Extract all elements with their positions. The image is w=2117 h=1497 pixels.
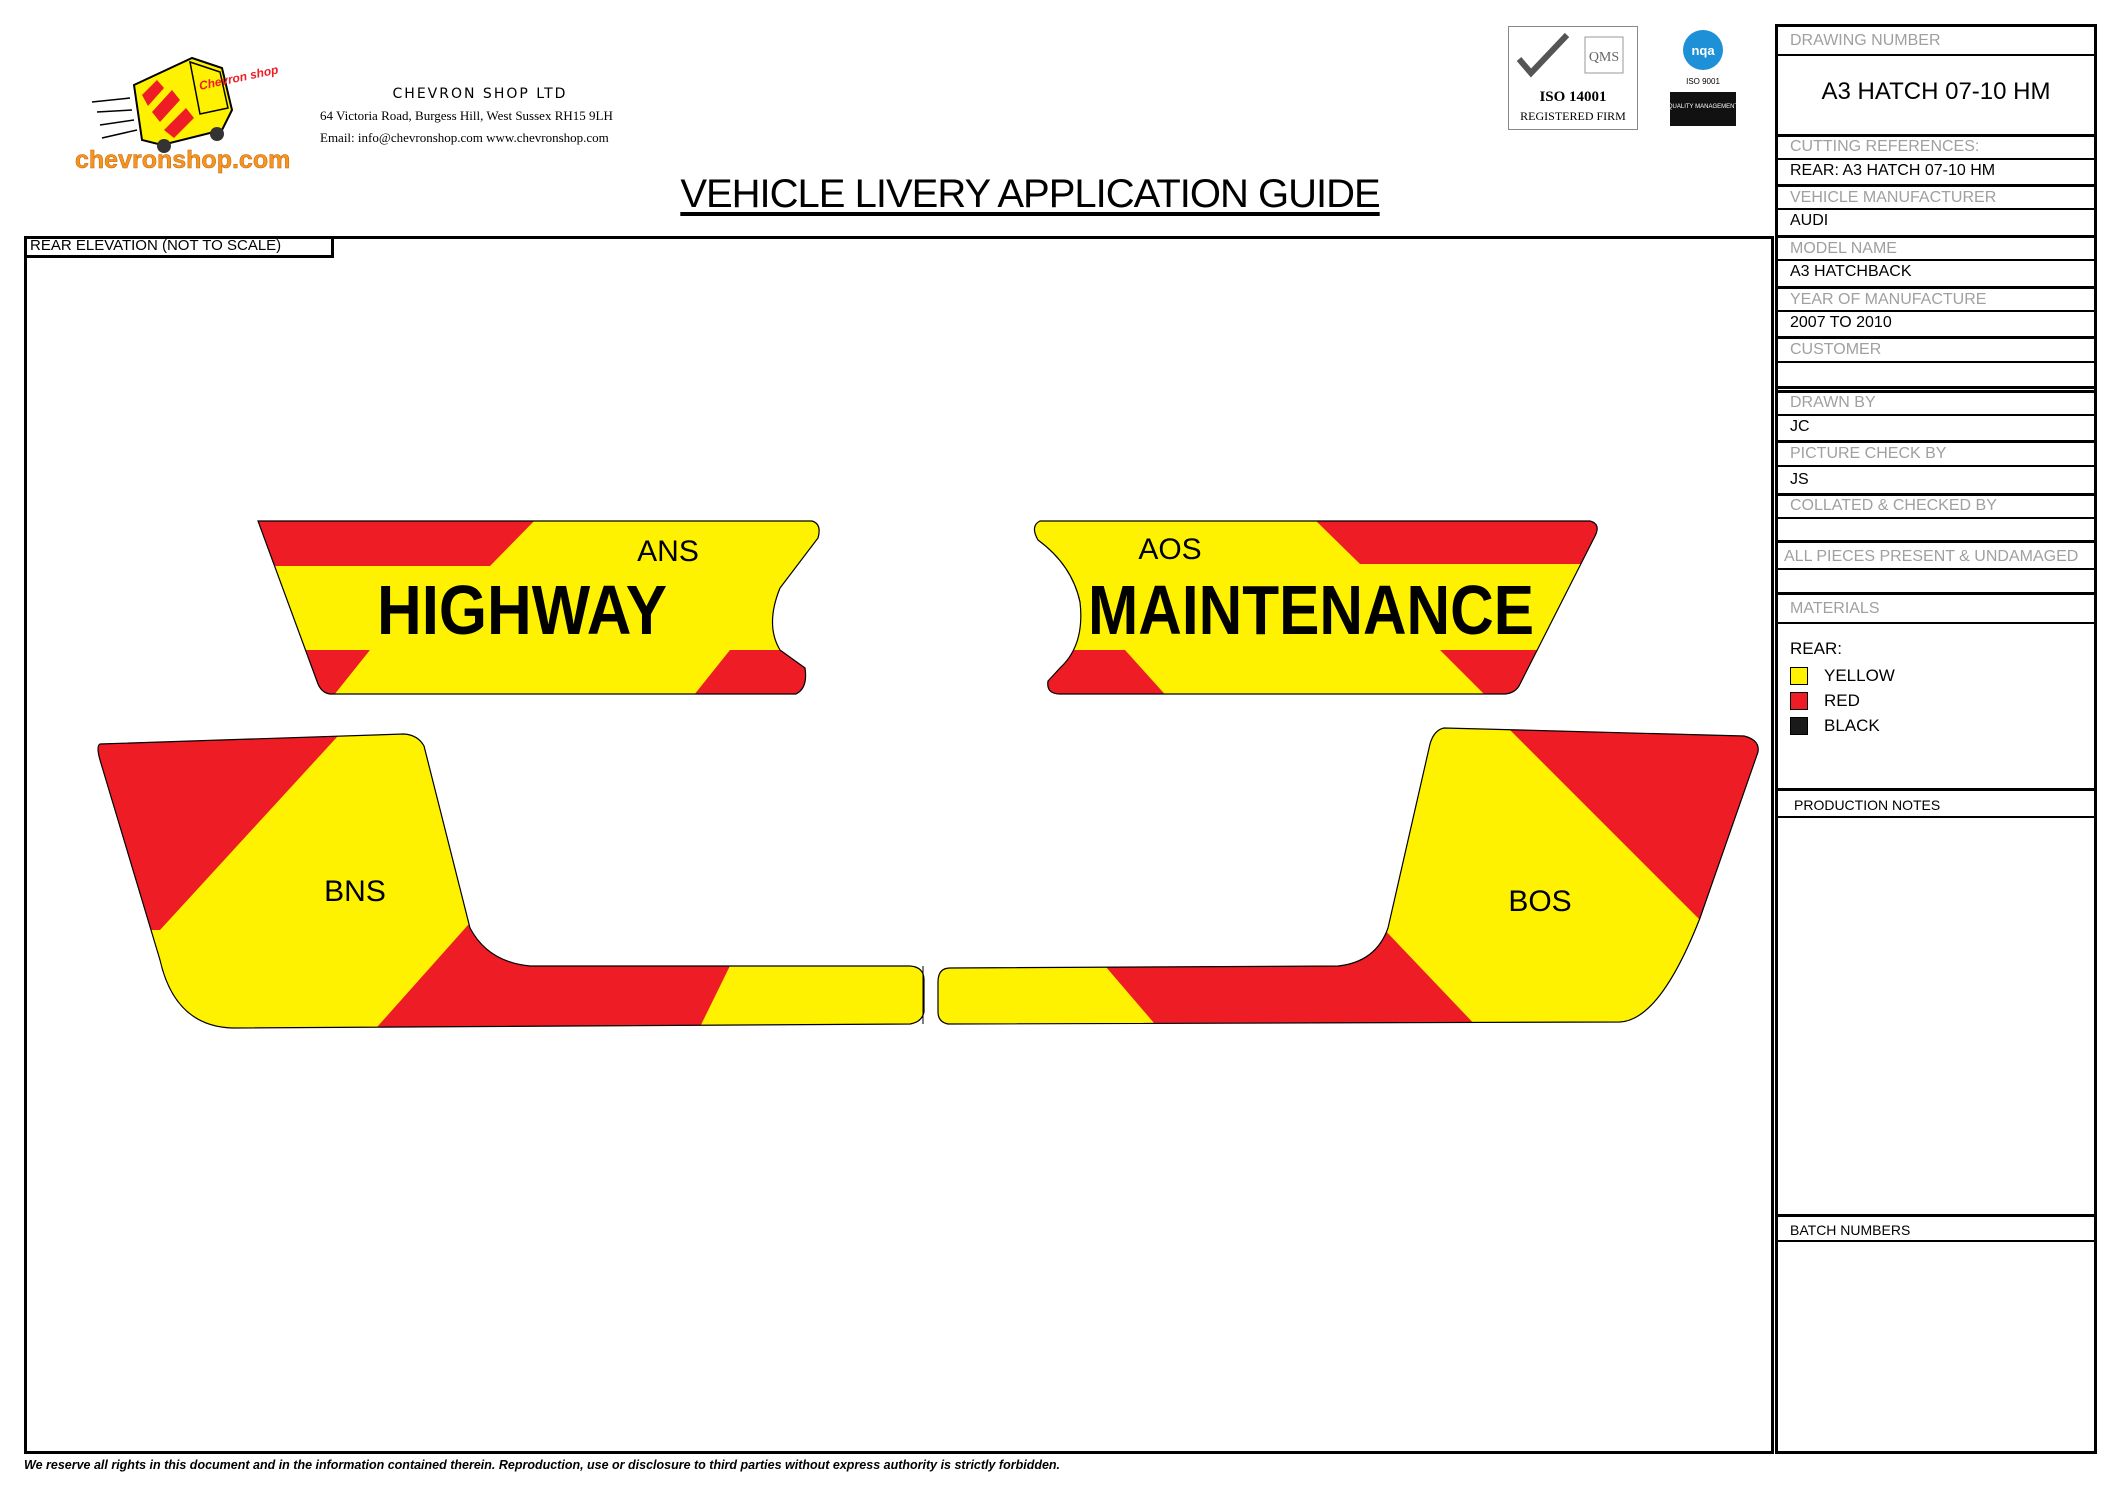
- model-name-value: A3 HATCHBACK: [1790, 263, 1912, 280]
- drawing-number-label: DRAWING NUMBER: [1790, 32, 1941, 49]
- materials-label: MATERIALS: [1790, 600, 1880, 617]
- piece-bns: [90, 725, 930, 1035]
- divider: [1778, 1214, 2094, 1217]
- picture-check-label: PICTURE CHECK BY: [1790, 445, 1947, 462]
- qms-mark: QMS: [1588, 50, 1620, 65]
- red-swatch: [1790, 692, 1808, 710]
- year-of-manufacture-label: YEAR OF MANUFACTURE: [1790, 291, 1987, 308]
- divider: [1778, 788, 2094, 791]
- quality-management-text: QUALITY MANAGEMENT: [1670, 104, 1736, 110]
- logo-badge-text: Chevron shop: [197, 62, 280, 93]
- page-title: VEHICLE LIVERY APPLICATION GUIDE: [680, 172, 1380, 216]
- drawn-by-label: DRAWN BY: [1790, 394, 1876, 411]
- year-of-manufacture-value: 2007 TO 2010: [1790, 314, 1892, 331]
- collated-checked-label: COLLATED & CHECKED BY: [1790, 497, 1997, 514]
- ans-code: ANS: [637, 535, 699, 568]
- vehicle-manufacturer-value: AUDI: [1790, 212, 1829, 229]
- picture-check-value: JS: [1790, 471, 1809, 488]
- divider: [1778, 816, 2094, 818]
- divider: [1778, 622, 2094, 624]
- piece-ans: [250, 515, 830, 700]
- livery-drawing: [80, 500, 1780, 1060]
- chevron-shop-logo: [72, 50, 322, 180]
- bos-code: BOS: [1508, 885, 1572, 918]
- customer-label: CUSTOMER: [1790, 341, 1882, 358]
- divider: [1778, 540, 2094, 543]
- aos-text: MAINTENANCE: [1088, 571, 1534, 649]
- divider: [1778, 361, 2094, 363]
- company-address: 64 Victoria Road, Burgess Hill, West Sussex RH15 9LH: [320, 108, 613, 123]
- nqa-mark: nqa: [1691, 43, 1715, 58]
- divider: [1778, 336, 2094, 339]
- divider: [1778, 414, 2094, 416]
- divider: [1778, 592, 2094, 595]
- materials-list: [1790, 636, 1895, 738]
- divider: [1778, 310, 2094, 312]
- material-item: [1790, 663, 1895, 688]
- divider: [1778, 259, 2094, 261]
- divider: [1778, 386, 2094, 389]
- copyright-footer: We reserve all rights in this document and in the information contained therein. Reproduction, use or disclosure to third parties without express authority is strictly forbidden.: [24, 1458, 1061, 1472]
- cutting-references-label: CUTTING REFERENCES:: [1790, 138, 1980, 155]
- model-name-label: MODEL NAME: [1790, 240, 1897, 257]
- company-contact: Email: info@chevronshop.com www.chevronshop.com: [320, 130, 609, 145]
- divider: [1778, 440, 2094, 443]
- divider: [1778, 184, 2094, 187]
- logo-url-text: chevronshop.com: [75, 146, 291, 174]
- divider: [1778, 235, 2094, 238]
- divider: [1778, 134, 2094, 137]
- van-logo-icon: [72, 50, 322, 180]
- cutting-references-value: REAR: A3 HATCH 07-10 HM: [1790, 162, 1996, 179]
- divider: [1778, 517, 2094, 519]
- elevation-label: REAR ELEVATION (NOT TO SCALE): [24, 236, 334, 258]
- divider: [1778, 286, 2094, 289]
- divider: [1778, 493, 2094, 496]
- divider: [1778, 568, 2094, 570]
- iso-9001-badge: [1670, 24, 1736, 126]
- material-item: [1790, 688, 1895, 713]
- company-name: CHEVRON SHOP LTD: [392, 86, 568, 102]
- iso-9001-text: ISO 9001: [1686, 77, 1720, 86]
- drawing-number: A3 HATCH 07-10 HM: [1821, 78, 2051, 105]
- all-pieces-label: ALL PIECES PRESENT & UNDAMAGED: [1784, 548, 2079, 565]
- nqa-icon: [1670, 24, 1736, 126]
- material-item: [1790, 713, 1895, 738]
- iso-14001-text: ISO 14001: [1539, 89, 1607, 105]
- divider: [1778, 208, 2094, 210]
- bns-code: BNS: [324, 875, 386, 908]
- ans-text: HIGHWAY: [377, 571, 667, 649]
- materials-heading: REAR:: [1790, 638, 1842, 658]
- checkmark-icon: [1509, 27, 1637, 87]
- batch-numbers-label: BATCH NUMBERS: [1790, 1222, 1911, 1238]
- company-info: [320, 86, 660, 146]
- drawn-by-value: JC: [1790, 418, 1810, 435]
- black-swatch: [1790, 717, 1808, 735]
- vehicle-manufacturer-label: VEHICLE MANUFACTURER: [1790, 189, 1997, 206]
- production-notes-label: PRODUCTION NOTES: [1794, 797, 1941, 813]
- divider: [1778, 465, 2094, 467]
- iso-14001-badge: [1508, 26, 1638, 130]
- material-name: YELLOW: [1824, 665, 1895, 685]
- material-name: RED: [1824, 690, 1860, 710]
- aos-code: AOS: [1138, 533, 1202, 566]
- divider: [1778, 390, 2094, 393]
- material-name: BLACK: [1824, 715, 1880, 735]
- registered-firm-text: REGISTERED FIRM: [1520, 109, 1626, 123]
- piece-aos: [1020, 515, 1610, 700]
- divider: [1778, 158, 2094, 160]
- yellow-swatch: [1790, 667, 1808, 685]
- divider: [1778, 54, 2094, 56]
- divider: [1778, 1240, 2094, 1242]
- piece-bos: [930, 720, 1770, 1030]
